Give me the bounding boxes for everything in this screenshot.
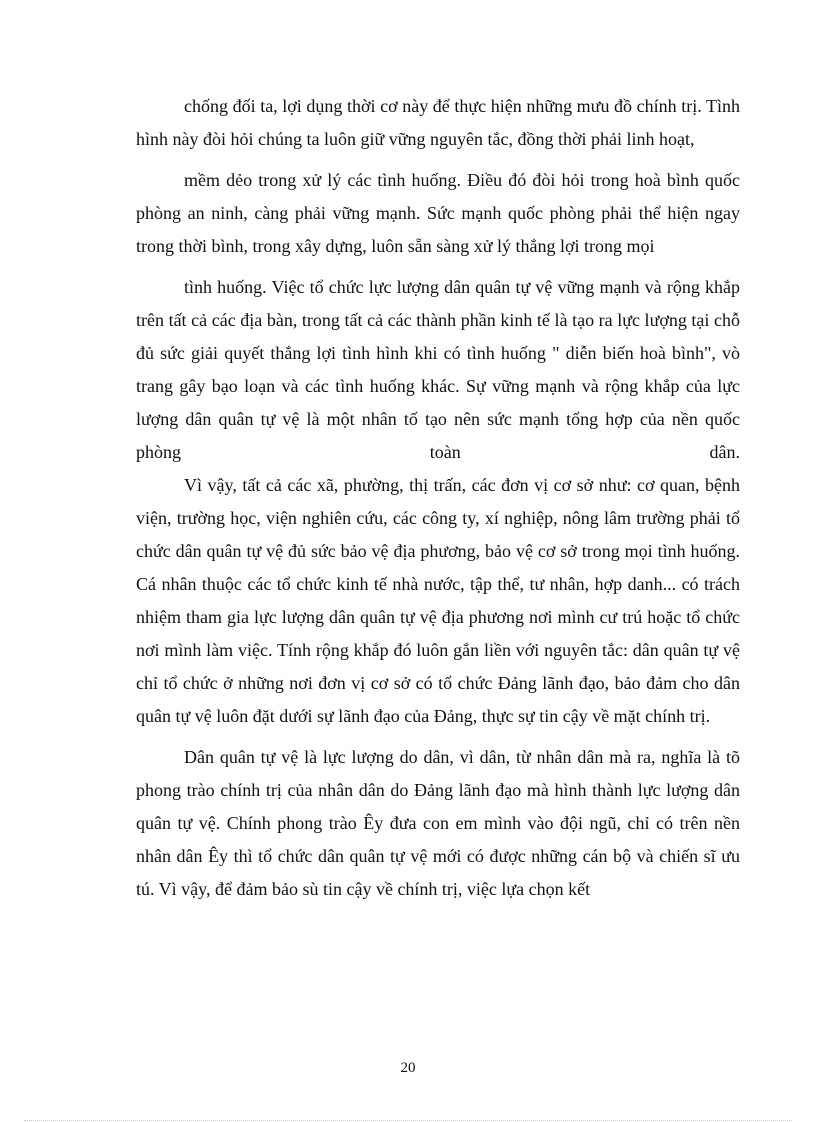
paragraph-4: Vì vậy, tất cả các xã, phường, thị trấn, các đơn vị cơ sở như: cơ quan, bệnh viện, trường học, viện nghiên cứu, các công ty, xí nghiệp, nông lâm trường phải tổ chức dân quân tự vệ đủ sức bảo vệ địa phương, bảo vệ cơ sở trong mọi tình huống. Cá nhân thuộc các tổ chức kinh tế nhà nước, tập thể, tư nhân, hợp danh... có trách nhiệm tham gia lực lượng dân quân tự vệ địa phương nơi mình cư trú hoặc tổ chức nơi mình làm việc. Tính rộng khắp đó luôn gắn liền với nguyên tắc: dân quân tự vệ chỉ tổ chức ở những nơi đơn vị cơ sở có tổ chức Đảng lãnh đạo, bảo đảm cho dân quân tự vệ luôn đặt dưới sự lãnh đạo của Đảng, thực sự tin cậy về mặt chính trị. [136,475,740,726]
paragraph-2: mềm dẻo trong xử lý các tình huống. Điều đó đòi hỏi trong hoà bình quốc phòng an ninh, càng phải vững mạnh. Sức mạnh quốc phòng phải thể hiện ngay trong thời bình, trong xây dựng, luôn sẵn sàng xử lý thắng lợi trong mọi [136,170,740,256]
page-number: 20 [400,1060,416,1076]
paragraph-1: chống đối ta, lợi dụng thời cơ này để thực hiện những mưu đồ chính trị. Tình hình này đòi hỏi chúng ta luôn giữ vững nguyên tắc, đồng thời phải linh hoạt, [136,96,740,149]
paragraph-5: Dân quân tự vệ là lực lượng do dân, vì dân, từ nhân dân mà ra, nghĩa là tõ phong trào chính trị của nhân dân do Đảng lãnh đạo mà hình thành lực lượng dân quân tự vệ. Chính phong trào Êy đưa con em mình vào đội ngũ, chỉ có trên nền nhân dân Êy thì tổ chức dân quân tự vệ mới có được những cán bộ và chiến sĩ ưu tú. Vì vậy, để đảm bảo sù tin cậy về chính trị, việc lựa chọn kết [136,747,740,899]
page-bottom-divider [24,1120,792,1121]
body-text [136,90,740,906]
paragraph-3: tình huống. Việc tổ chức lực lượng dân quân tự vệ vững mạnh và rộng khắp trên tất cả các địa bàn, trong tất cả các thành phần kinh tế là tạo ra lực lượng tại chỗ đủ sức giải quyết thắng lợi tình hình khi có tình huống " diễn biến hoà bình", vò trang gây bạo loạn và các tình huống khác. Sự vững mạnh và rộng khắp của lực lượng dân quân tự vệ là một nhân tố tạo nên sức mạnh tổng hợp của nền quốc phòng toàn dân. [136,277,740,462]
